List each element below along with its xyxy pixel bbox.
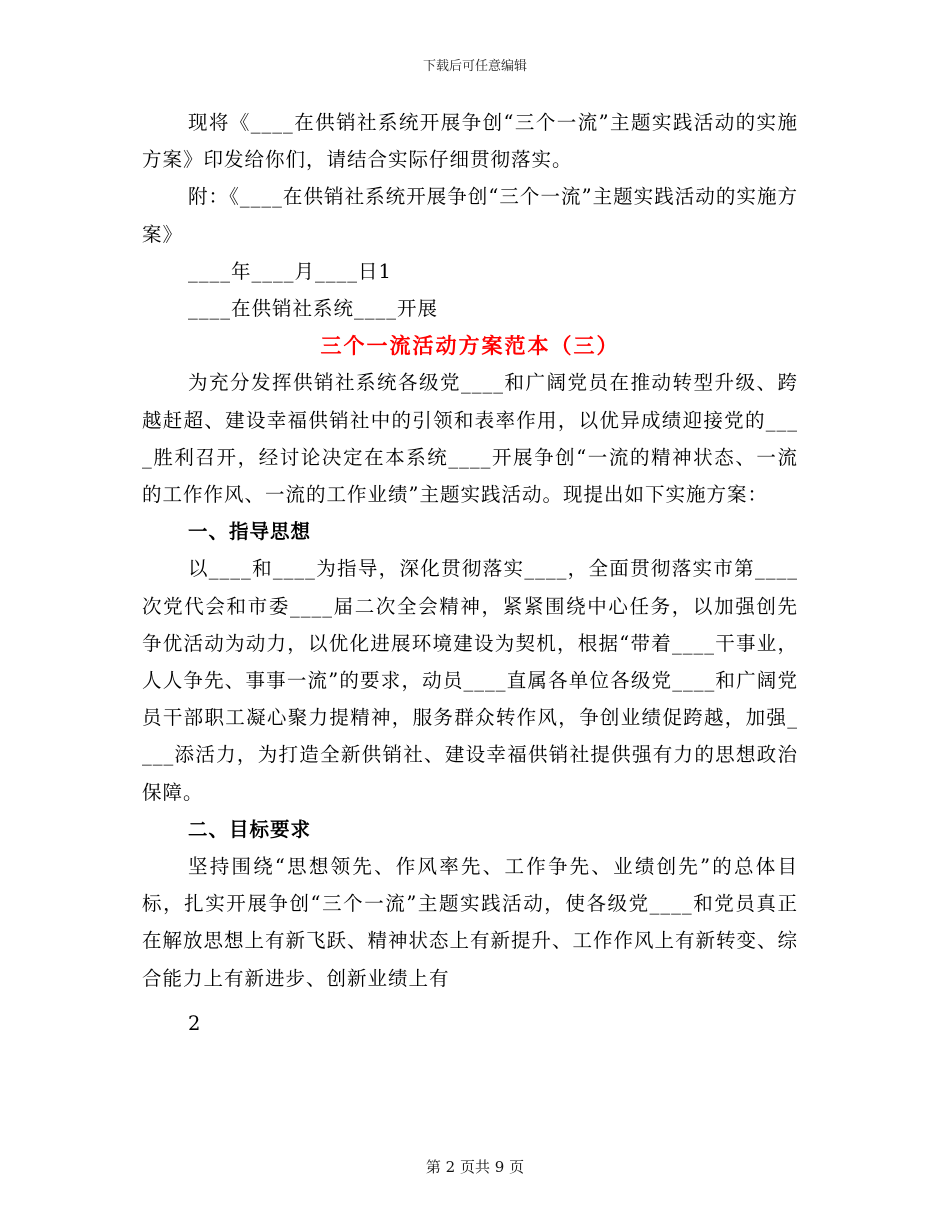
page-number-marker: 2 [188,1011,202,1035]
page-footer: 第 2 页共 9 页 [425,1158,525,1176]
paragraph-goals: 坚持围绕“思想领先、作风率先、工作争先、业绩创先”的总体目标，扎实开展争创“三个一流”主题实践活动，使各级党____和党员真正在解放思想上有新飞跃、精神状态上有新提升、工作作风上有新转变、综合能力上有新进步、创新业绩上有 [142,855,799,990]
page-header: 下载后可任意编辑 [422,59,527,74]
document-title: 三个一流活动方案范本（三） [320,333,620,359]
section-heading-goals: 二、目标要求 [188,817,312,841]
paragraph-guiding-ideology: 以____和____为指导，深化贯彻落实____，全面贯彻落实市第____次党代会和市委____届二次全会精神，紧紧围绕中心任务，以加强创先争优活动为动力，以优化进展环境建设为契机，根据“带着____干事业，人人争先、事事一流”的要求，动员____直属各单位各级党____和广阔党员干部职工凝心聚力提精神，服务群众转作风，争创业绩促跨越，加强____添活力，为打造全新供销社、建设幸福供销社提供强有力的思想政治保障。 [142,557,798,804]
paragraph-date: ____年____月____日1 [188,259,392,283]
section-heading-guiding-ideology: 一、指导思想 [188,520,312,544]
paragraph-intro: 为充分发挥供销社系统各级党____和广阔党员在推动转型升级、跨越赶超、建设幸福供销社中的引领和表率作用，以优异成绩迎接党的____胜利召开，经讨论决定在本系统____开展争创“一流的精神状态、一流的工作作风、一流的工作业绩”主题实践活动。现提出如下实施方案： [142,371,798,507]
document-body [142,104,798,1042]
paragraph-notice: 现将《____在供销社系统开展争创“三个一流”主题实践活动的实施方案》印发给你们，请结合实际仔细贯彻落实。 [142,111,798,172]
paragraph-attachment: 附：《____在供销社系统开展争创“三个一流”主题实践活动的实施方案》 [142,185,798,246]
paragraph-subject: ____在供销社系统____开展 [188,297,439,321]
